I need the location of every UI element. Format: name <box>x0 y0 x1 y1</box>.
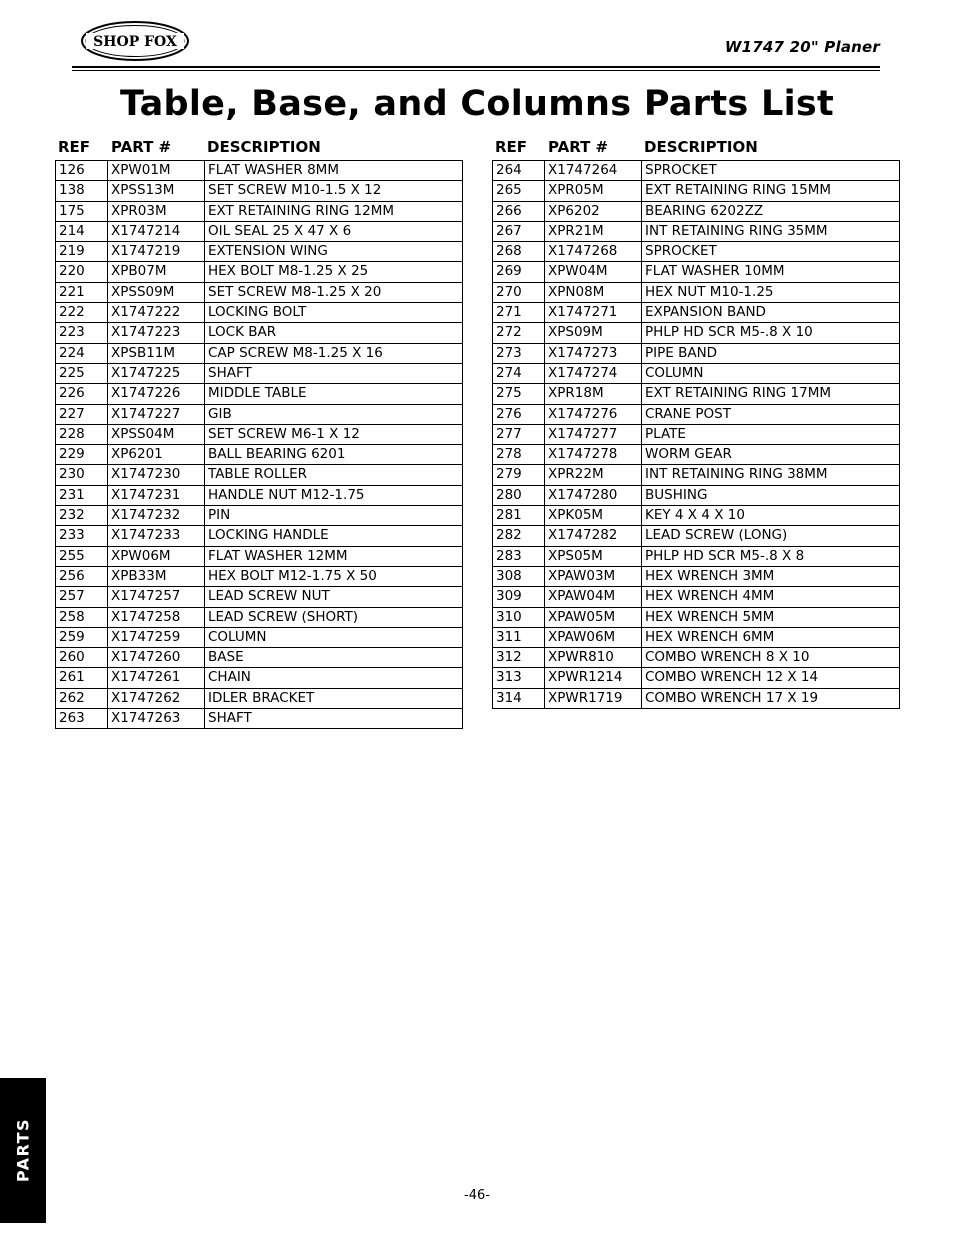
description-cell: MIDDLE TABLE <box>208 385 307 402</box>
table-row <box>56 668 462 688</box>
description-cell: EXT RETAINING RING 17MM <box>645 385 832 402</box>
description-cell: LOCKING BOLT <box>208 304 307 321</box>
part-number-cell: X1747277 <box>545 425 642 444</box>
part-number-cell: X1747278 <box>545 445 642 464</box>
part-number-cell: XPB07M <box>108 262 205 281</box>
ref-cell: 308 <box>493 567 545 586</box>
part-column-header: PART # <box>548 138 609 156</box>
section-tab-label: PARTS <box>13 1117 33 1183</box>
ref-cell: 256 <box>56 567 108 586</box>
part-number-cell: XPS05M <box>545 547 642 566</box>
description-cell: SPROCKET <box>645 162 717 178</box>
table-row <box>56 648 462 668</box>
part-number-cell: XPSS04M <box>108 425 205 444</box>
part-number-cell: X1747261 <box>108 668 205 687</box>
logo-text: SHOP FOX <box>93 34 177 50</box>
ref-cell: 274 <box>493 364 545 383</box>
description-cell: COMBO WRENCH 17 X 19 <box>645 689 819 706</box>
table-row <box>493 465 899 485</box>
part-number-cell: X1747225 <box>108 364 205 383</box>
part-number-cell: X1747263 <box>108 709 205 728</box>
ref-cell: 230 <box>56 465 108 484</box>
ref-cell: 270 <box>493 283 545 302</box>
table-row <box>56 445 462 465</box>
ref-cell: 226 <box>56 384 108 403</box>
ref-cell: 227 <box>56 405 108 424</box>
table-row <box>56 323 462 343</box>
part-number-cell: XPR05M <box>545 181 642 200</box>
table-row <box>56 384 462 404</box>
description-cell: PLATE <box>645 425 686 442</box>
table-row <box>56 181 462 201</box>
part-number-cell: X1747274 <box>545 364 642 383</box>
ref-cell: 273 <box>493 344 545 363</box>
table-body <box>55 160 463 729</box>
description-cell: EXPANSION BAND <box>645 304 766 321</box>
table-row <box>56 506 462 526</box>
table-row <box>56 587 462 607</box>
table-row <box>493 486 899 506</box>
description-cell: BUSHING <box>645 486 708 503</box>
part-number-cell: XPAW05M <box>545 608 642 627</box>
ref-cell: 264 <box>493 161 545 180</box>
part-number-cell: X1747262 <box>108 689 205 708</box>
description-cell: CAP SCREW M8-1.25 X 16 <box>208 344 383 361</box>
ref-cell: 309 <box>493 587 545 606</box>
part-number-cell: XPAW03M <box>545 567 642 586</box>
ref-cell: 266 <box>493 202 545 221</box>
description-cell: BEARING 6202ZZ <box>645 202 764 219</box>
ref-cell: 258 <box>56 608 108 627</box>
ref-cell: 260 <box>56 648 108 667</box>
header-rule-thin <box>72 70 880 71</box>
table-row <box>493 689 899 709</box>
description-cell: INT RETAINING RING 38MM <box>645 466 828 483</box>
table-row <box>493 445 899 465</box>
description-cell: LEAD SCREW NUT <box>208 588 330 605</box>
table-row <box>493 384 899 404</box>
part-number-cell: XPAW06M <box>545 628 642 647</box>
description-cell: COMBO WRENCH 12 X 14 <box>645 669 819 686</box>
description-cell: HANDLE NUT M12-1.75 <box>208 486 365 503</box>
ref-cell: 275 <box>493 384 545 403</box>
ref-cell: 255 <box>56 547 108 566</box>
table-row <box>493 628 899 648</box>
part-number-cell: XPSS09M <box>108 283 205 302</box>
description-cell: INT RETAINING RING 35MM <box>645 222 828 239</box>
part-number-cell: XPW06M <box>108 547 205 566</box>
description-cell: HEX WRENCH 5MM <box>645 608 775 625</box>
description-cell: HEX BOLT M12-1.75 X 50 <box>208 567 377 584</box>
table-row <box>56 567 462 587</box>
description-cell: SHAFT <box>208 710 252 727</box>
description-cell: COLUMN <box>208 628 267 645</box>
ref-column-header: REF <box>495 138 528 156</box>
table-row <box>56 547 462 567</box>
description-cell: KEY 4 X 4 X 10 <box>645 507 745 524</box>
description-cell: LOCK BAR <box>208 324 277 341</box>
part-number-cell: XPR03M <box>108 202 205 221</box>
description-column-header: DESCRIPTION <box>207 138 321 156</box>
description-cell: COMBO WRENCH 8 X 10 <box>645 649 810 666</box>
table-row <box>56 628 462 648</box>
description-cell: HEX NUT M10-1.25 <box>645 283 774 300</box>
part-number-cell: X1747227 <box>108 405 205 424</box>
ref-cell: 311 <box>493 628 545 647</box>
part-number-cell: XPWR810 <box>545 648 642 667</box>
description-cell: SHAFT <box>208 364 252 381</box>
description-cell: SET SCREW M10-1.5 X 12 <box>208 182 382 199</box>
table-row <box>493 262 899 282</box>
part-number-cell: X1747232 <box>108 506 205 525</box>
part-number-cell: X1747258 <box>108 608 205 627</box>
table-row <box>493 567 899 587</box>
part-number-cell: X1747273 <box>545 344 642 363</box>
ref-cell: 262 <box>56 689 108 708</box>
table-row <box>56 465 462 485</box>
description-cell: HEX BOLT M8-1.25 X 25 <box>208 263 369 280</box>
table-header <box>492 136 900 160</box>
part-number-cell: X1747282 <box>545 526 642 545</box>
ref-cell: 314 <box>493 689 545 708</box>
table-row <box>56 222 462 242</box>
part-number-cell: X1747226 <box>108 384 205 403</box>
ref-cell: 225 <box>56 364 108 383</box>
shop-fox-logo <box>80 20 190 62</box>
part-number-cell: X1747257 <box>108 587 205 606</box>
description-cell: OIL SEAL 25 X 47 X 6 <box>208 222 352 239</box>
ref-cell: 126 <box>56 161 108 180</box>
table-row <box>56 425 462 445</box>
part-number-cell: XPWR1214 <box>545 668 642 687</box>
part-number-cell: XPS09M <box>545 323 642 342</box>
part-number-cell: XP6201 <box>108 445 205 464</box>
description-cell: BASE <box>208 649 244 666</box>
table-row <box>56 608 462 628</box>
description-cell: CRANE POST <box>645 405 731 422</box>
description-cell: EXT RETAINING RING 12MM <box>208 202 395 219</box>
table-row <box>56 283 462 303</box>
part-number-cell: X1747219 <box>108 242 205 261</box>
part-number-cell: XPW04M <box>545 262 642 281</box>
ref-cell: 282 <box>493 526 545 545</box>
part-number-cell: XPAW04M <box>545 587 642 606</box>
table-row <box>493 405 899 425</box>
ref-column-header: REF <box>58 138 91 156</box>
description-cell: FLAT WASHER 10MM <box>645 263 785 280</box>
part-number-cell: XPK05M <box>545 506 642 525</box>
ref-cell: 175 <box>56 202 108 221</box>
ref-cell: 232 <box>56 506 108 525</box>
ref-cell: 276 <box>493 405 545 424</box>
part-number-cell: X1747223 <box>108 323 205 342</box>
description-cell: IDLER BRACKET <box>208 689 315 706</box>
table-row <box>56 161 462 181</box>
ref-cell: 263 <box>56 709 108 728</box>
description-cell: COLUMN <box>645 364 704 381</box>
ref-cell: 138 <box>56 181 108 200</box>
ref-cell: 267 <box>493 222 545 241</box>
table-row <box>56 689 462 709</box>
table-row <box>56 202 462 222</box>
part-number-cell: X1747268 <box>545 242 642 261</box>
table-row <box>493 526 899 546</box>
description-cell: WORM GEAR <box>645 446 732 463</box>
description-cell: PHLP HD SCR M5-.8 X 8 <box>645 547 805 564</box>
table-row <box>493 425 899 445</box>
ref-cell: 272 <box>493 323 545 342</box>
part-number-cell: X1747230 <box>108 465 205 484</box>
table-row <box>56 709 462 729</box>
description-cell: HEX WRENCH 4MM <box>645 588 775 605</box>
description-cell: FLAT WASHER 12MM <box>208 547 348 564</box>
table-row <box>56 262 462 282</box>
part-number-cell: XPW01M <box>108 161 205 180</box>
description-cell: EXT RETAINING RING 15MM <box>645 182 832 199</box>
part-number-cell: X1747260 <box>108 648 205 667</box>
ref-cell: 259 <box>56 628 108 647</box>
ref-cell: 312 <box>493 648 545 667</box>
ref-cell: 278 <box>493 445 545 464</box>
model-name: W1747 20" Planer <box>724 38 880 56</box>
table-row <box>493 608 899 628</box>
ref-cell: 261 <box>56 668 108 687</box>
description-cell: HEX WRENCH 3MM <box>645 567 775 584</box>
ref-cell: 265 <box>493 181 545 200</box>
table-row <box>493 303 899 323</box>
ref-cell: 281 <box>493 506 545 525</box>
table-row <box>493 587 899 607</box>
ref-cell: 271 <box>493 303 545 322</box>
description-cell: FLAT WASHER 8MM <box>208 162 339 178</box>
description-cell: BALL BEARING 6201 <box>208 446 346 463</box>
part-number-cell: X1747276 <box>545 405 642 424</box>
table-row <box>56 486 462 506</box>
part-number-cell: XP6202 <box>545 202 642 221</box>
part-number-cell: XPR18M <box>545 384 642 403</box>
part-number-cell: X1747264 <box>545 161 642 180</box>
part-number-cell: X1747280 <box>545 486 642 505</box>
part-number-cell: X1747271 <box>545 303 642 322</box>
part-number-cell: XPSS13M <box>108 181 205 200</box>
description-cell: PHLP HD SCR M5-.8 X 10 <box>645 324 813 341</box>
table-row <box>493 648 899 668</box>
table-row <box>493 364 899 384</box>
description-cell: LEAD SCREW (SHORT) <box>208 608 359 625</box>
ref-cell: 223 <box>56 323 108 342</box>
ref-cell: 257 <box>56 587 108 606</box>
description-cell: EXTENSION WING <box>208 243 328 260</box>
ref-cell: 283 <box>493 547 545 566</box>
description-cell: SPROCKET <box>645 243 717 260</box>
description-cell: PIN <box>208 507 231 524</box>
table-header <box>55 136 463 160</box>
description-cell: SET SCREW M8-1.25 X 20 <box>208 283 382 300</box>
page-number: -46- <box>464 1188 490 1203</box>
ref-cell: 222 <box>56 303 108 322</box>
description-cell: CHAIN <box>208 669 251 686</box>
table-row <box>493 344 899 364</box>
parts-table-right <box>492 136 900 709</box>
description-cell: SET SCREW M6-1 X 12 <box>208 425 360 442</box>
ref-cell: 269 <box>493 262 545 281</box>
ref-cell: 233 <box>56 526 108 545</box>
part-number-cell: X1747259 <box>108 628 205 647</box>
ref-cell: 231 <box>56 486 108 505</box>
table-row <box>493 323 899 343</box>
description-cell: TABLE ROLLER <box>208 466 307 483</box>
ref-cell: 280 <box>493 486 545 505</box>
description-cell: LOCKING HANDLE <box>208 527 329 544</box>
ref-cell: 229 <box>56 445 108 464</box>
table-body <box>492 160 900 709</box>
table-row <box>493 668 899 688</box>
ref-cell: 221 <box>56 283 108 302</box>
description-cell: HEX WRENCH 6MM <box>645 628 775 645</box>
table-row <box>493 547 899 567</box>
table-row <box>56 364 462 384</box>
ref-cell: 310 <box>493 608 545 627</box>
table-row <box>56 405 462 425</box>
table-row <box>56 242 462 262</box>
description-cell: LEAD SCREW (LONG) <box>645 527 788 544</box>
table-row <box>493 202 899 222</box>
table-row <box>56 303 462 323</box>
ref-cell: 224 <box>56 344 108 363</box>
table-row <box>493 242 899 262</box>
part-number-cell: XPWR1719 <box>545 689 642 708</box>
ref-cell: 277 <box>493 425 545 444</box>
ref-cell: 268 <box>493 242 545 261</box>
ref-cell: 214 <box>56 222 108 241</box>
description-cell: PIPE BAND <box>645 344 718 361</box>
description-column-header: DESCRIPTION <box>644 138 758 156</box>
ref-cell: 220 <box>56 262 108 281</box>
ref-cell: 313 <box>493 668 545 687</box>
part-number-cell: XPSB11M <box>108 344 205 363</box>
table-row <box>56 526 462 546</box>
table-row <box>493 222 899 242</box>
part-number-cell: XPB33M <box>108 567 205 586</box>
page-title: Table, Base, and Columns Parts List <box>119 84 835 124</box>
ref-cell: 219 <box>56 242 108 261</box>
description-cell: GIB <box>208 405 232 422</box>
table-row <box>493 506 899 526</box>
part-number-cell: XPR22M <box>545 465 642 484</box>
table-row <box>493 283 899 303</box>
part-column-header: PART # <box>111 138 172 156</box>
ref-cell: 228 <box>56 425 108 444</box>
part-number-cell: XPN08M <box>545 283 642 302</box>
part-number-cell: X1747233 <box>108 526 205 545</box>
parts-table-left <box>55 136 463 729</box>
table-row <box>493 161 899 181</box>
part-number-cell: X1747231 <box>108 486 205 505</box>
ref-cell: 279 <box>493 465 545 484</box>
part-number-cell: X1747214 <box>108 222 205 241</box>
part-number-cell: X1747222 <box>108 303 205 322</box>
header-rule <box>72 66 880 68</box>
table-row <box>56 344 462 364</box>
part-number-cell: XPR21M <box>545 222 642 241</box>
table-row <box>493 181 899 201</box>
